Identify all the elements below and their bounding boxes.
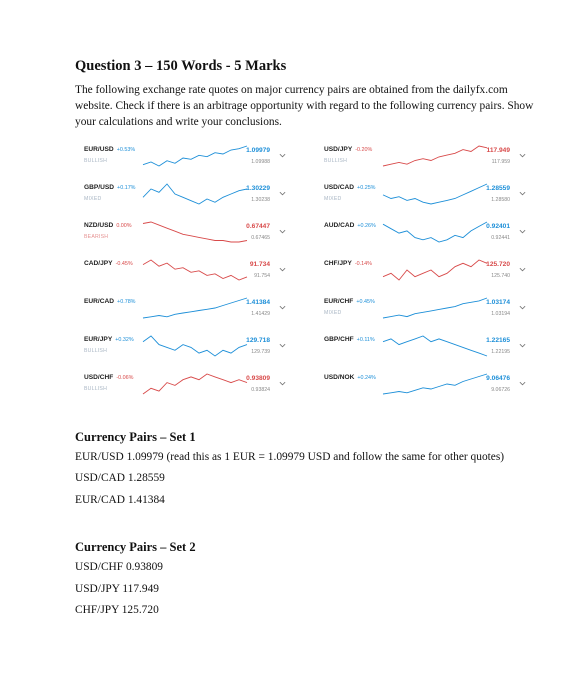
ask-price: 1.41429 <box>251 311 270 317</box>
pair-label: CAD/JPY <box>84 260 113 267</box>
rate-row-gbp-chf[interactable] <box>318 328 532 366</box>
ask-price: 1.28580 <box>491 197 510 203</box>
percent-change: 0.00% <box>116 223 132 229</box>
sentiment-label: MIXED <box>84 196 102 202</box>
pair-label: USD/NOK <box>324 374 355 381</box>
bid-price: 129.718 <box>246 337 270 344</box>
sparkline-chart <box>142 296 248 320</box>
bid-price: 1.22165 <box>486 337 510 344</box>
rate-row-nzd-usd[interactable] <box>78 214 292 252</box>
sparkline-chart <box>382 296 488 320</box>
pair-label: CHF/JPY <box>324 260 352 267</box>
sentiment-label: BULLISH <box>324 158 348 164</box>
rate-row-usd-cad[interactable] <box>318 176 532 214</box>
sparkline-chart <box>382 220 488 244</box>
chevron-down-icon[interactable] <box>519 380 526 387</box>
rate-row-aud-cad[interactable] <box>318 214 532 252</box>
ask-price: 129.739 <box>251 349 270 355</box>
set1-line: USD/CAD 1.28559 <box>75 472 165 484</box>
sentiment-label: BULLISH <box>84 386 108 392</box>
pair-label: AUD/CAD <box>324 222 355 229</box>
percent-change: -0.14% <box>354 261 372 267</box>
sentiment-label: MIXED <box>324 196 342 202</box>
bid-price: 1.28559 <box>486 185 510 192</box>
pair-name <box>84 336 134 343</box>
sparkline-series <box>383 374 487 394</box>
ask-price: 125.740 <box>491 273 510 279</box>
rate-row-eur-jpy[interactable] <box>78 328 292 366</box>
rate-row-eur-usd[interactable] <box>78 138 292 176</box>
percent-change: +0.26% <box>357 223 376 229</box>
chevron-down-icon[interactable] <box>519 266 526 273</box>
rate-row-chf-jpy[interactable] <box>318 252 532 290</box>
percent-change: +0.45% <box>356 299 375 305</box>
percent-change: +0.32% <box>115 337 134 343</box>
percent-change: +0.53% <box>116 147 136 153</box>
rate-row-usd-chf[interactable] <box>78 366 292 404</box>
ask-price: 9.06726 <box>491 387 510 393</box>
rate-row-usd-jpy[interactable] <box>318 138 532 176</box>
pair-name <box>324 260 372 267</box>
sparkline-series <box>143 184 247 204</box>
sparkline-series <box>143 298 247 318</box>
pair-name <box>324 184 375 191</box>
chevron-down-icon[interactable] <box>279 228 286 235</box>
pair-label: USD/CAD <box>324 184 355 191</box>
rate-row-eur-cad[interactable] <box>78 290 292 328</box>
rates-column-right <box>318 138 532 404</box>
question-title: Question 3 – 150 Words - 5 Marks <box>75 58 287 74</box>
bid-price: 1.03174 <box>486 299 510 306</box>
ask-price: 117.959 <box>491 159 510 165</box>
chevron-down-icon[interactable] <box>279 342 286 349</box>
bid-price: 1.41384 <box>246 299 270 306</box>
question-intro: The following exchange rate quotes on major currency pairs are obtained from the dailyfx.com website. Check if there is an arbitrage opportunity with regard to the following currency pairs. Show your calculations and write your conclusions. <box>75 84 534 128</box>
sparkline-chart <box>142 334 248 358</box>
sparkline-series <box>143 260 247 280</box>
chevron-down-icon[interactable] <box>519 152 526 159</box>
sentiment-label: BULLISH <box>84 158 108 164</box>
sparkline-chart <box>142 372 248 396</box>
bid-price: 1.30229 <box>246 185 270 192</box>
sparkline-series <box>383 260 487 280</box>
pair-label: GBP/USD <box>84 184 115 191</box>
pair-name <box>84 374 133 381</box>
bid-price: 9.06476 <box>486 375 510 382</box>
bid-price: 0.92401 <box>486 223 510 230</box>
sparkline-series <box>383 336 487 356</box>
chevron-down-icon[interactable] <box>279 266 286 273</box>
rate-row-eur-chf[interactable] <box>318 290 532 328</box>
sparkline-series <box>143 222 247 242</box>
pair-name <box>84 260 133 267</box>
ask-price: 0.93824 <box>251 387 270 393</box>
pair-label: EUR/JPY <box>84 336 113 343</box>
pair-name <box>84 298 135 305</box>
set1-line: EUR/USD 1.09979 (read this as 1 EUR = 1.09979 USD and follow the same for other quotes) <box>75 451 505 463</box>
ask-price: 1.09988 <box>251 159 270 165</box>
percent-change: +0.11% <box>356 337 375 343</box>
sparkline-series <box>143 336 247 356</box>
ask-price: 0.92441 <box>491 235 510 241</box>
percent-change: +0.78% <box>117 299 136 305</box>
pair-label: EUR/USD <box>84 146 114 153</box>
percent-change: +0.25% <box>357 185 376 191</box>
bid-price: 91.734 <box>249 261 270 268</box>
sentiment-label: MIXED <box>324 310 342 316</box>
set2-line: USD/CHF 0.93809 <box>75 561 163 573</box>
sparkline-chart <box>142 144 248 168</box>
sparkline-series <box>143 374 247 394</box>
percent-change: -0.20% <box>355 147 373 153</box>
percent-change: -0.06% <box>116 375 134 381</box>
chevron-down-icon[interactable] <box>519 228 526 235</box>
rate-row-usd-nok[interactable] <box>318 366 532 404</box>
pair-label: USD/CHF <box>84 374 114 381</box>
ask-price: 0.67465 <box>251 235 270 241</box>
chevron-down-icon[interactable] <box>279 190 286 197</box>
set1-title: Currency Pairs – Set 1 <box>75 430 196 444</box>
rate-row-cad-jpy[interactable] <box>78 252 292 290</box>
sparkline-series <box>143 146 247 166</box>
pair-name <box>324 374 376 381</box>
ask-price: 1.30238 <box>251 197 270 203</box>
pair-label: NZD/USD <box>84 222 114 229</box>
percent-change: +0.17% <box>117 185 136 191</box>
pair-label: EUR/CHF <box>324 298 354 305</box>
chevron-down-icon[interactable] <box>519 304 526 311</box>
set2-line: CHF/JPY 125.720 <box>75 604 159 616</box>
sparkline-chart <box>142 258 248 282</box>
pair-name <box>324 222 376 229</box>
sparkline-chart <box>382 258 488 282</box>
sparkline-chart <box>382 182 488 206</box>
set2-title: Currency Pairs – Set 2 <box>75 540 196 554</box>
sparkline-series <box>383 298 487 318</box>
bid-price: 117.949 <box>486 147 510 154</box>
pair-label: GBP/CHF <box>324 336 354 343</box>
ask-price: 1.22195 <box>491 349 510 355</box>
chevron-down-icon[interactable] <box>519 190 526 197</box>
chevron-down-icon[interactable] <box>279 304 286 311</box>
percent-change: -0.45% <box>115 261 133 267</box>
sparkline-series <box>383 146 487 166</box>
rates-column-left <box>78 138 292 404</box>
pair-name <box>84 184 135 191</box>
set1-line: EUR/CAD 1.41384 <box>75 494 165 506</box>
pair-label: USD/JPY <box>324 146 353 153</box>
sentiment-label: BULLISH <box>84 348 108 354</box>
chevron-down-icon[interactable] <box>279 152 286 159</box>
sentiment-label: BEARISH <box>84 234 109 240</box>
exchange-rate-table <box>78 138 530 408</box>
ask-price: 91.754 <box>254 273 270 279</box>
sparkline-series <box>383 222 487 242</box>
sparkline-chart <box>142 182 248 206</box>
sparkline-chart <box>382 372 488 396</box>
pair-name <box>324 336 375 343</box>
bid-price: 0.93809 <box>246 375 270 382</box>
percent-change: +0.24% <box>357 375 376 381</box>
set2-line: USD/JPY 117.949 <box>75 583 159 595</box>
sparkline-chart <box>382 334 488 358</box>
rate-row-gbp-usd[interactable] <box>78 176 292 214</box>
sparkline-series <box>383 184 487 204</box>
bid-price: 0.67447 <box>246 223 270 230</box>
chevron-down-icon[interactable] <box>519 342 526 349</box>
pair-name <box>84 146 135 153</box>
pair-name <box>324 146 372 153</box>
sparkline-chart <box>382 144 488 168</box>
bid-price: 1.09979 <box>246 147 270 154</box>
pair-name <box>324 298 375 305</box>
pair-name <box>84 222 132 229</box>
chevron-down-icon[interactable] <box>279 380 286 387</box>
bid-price: 125.720 <box>486 261 510 268</box>
ask-price: 1.03194 <box>491 311 510 317</box>
sparkline-chart <box>142 220 248 244</box>
pair-label: EUR/CAD <box>84 298 115 305</box>
